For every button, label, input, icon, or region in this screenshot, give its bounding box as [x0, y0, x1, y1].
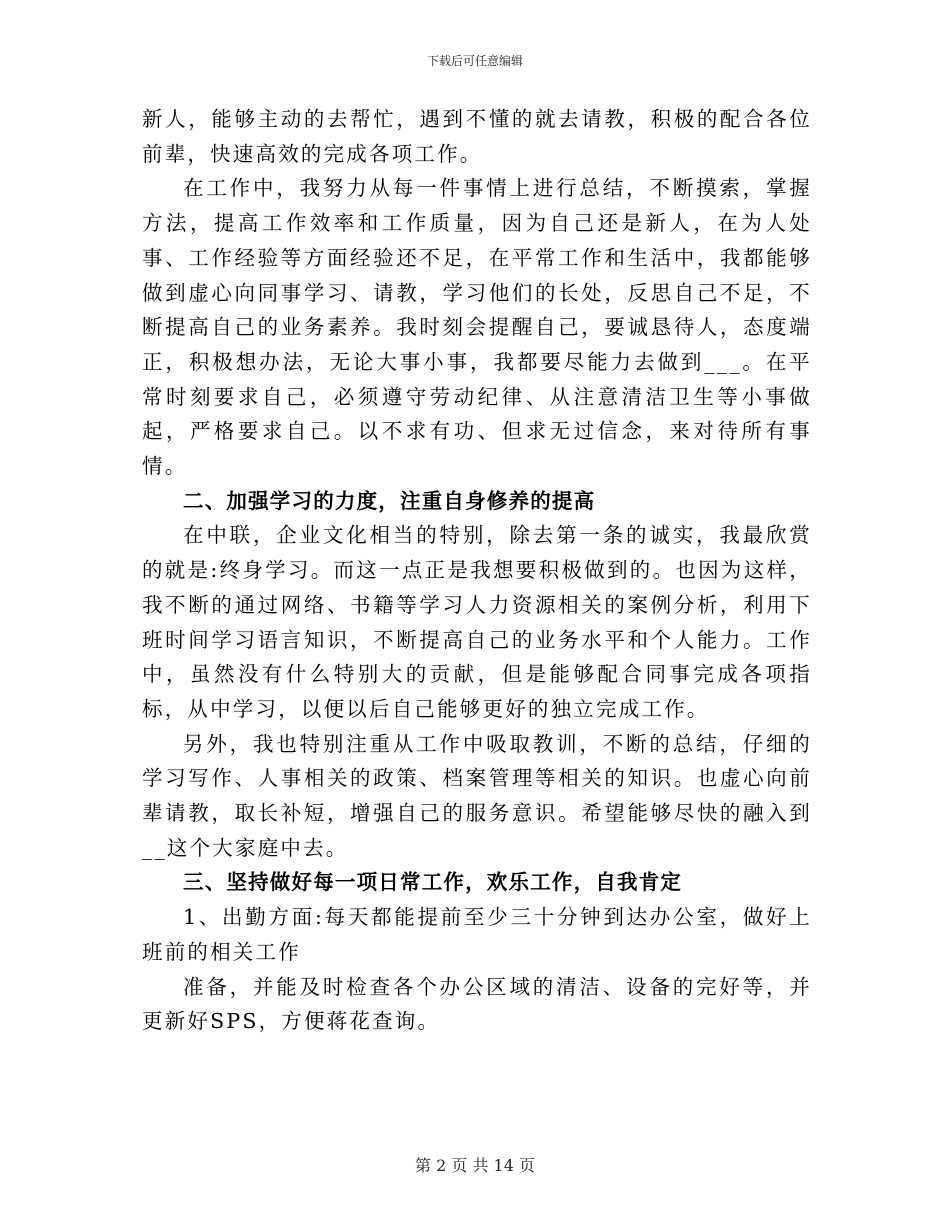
page-header: 下载后可任意编辑	[426, 54, 523, 68]
paragraph-5: 1、出勤方面:每天都能提前至少三十分钟到达办公室，做好上班前的相关工作	[142, 905, 812, 964]
paragraph-4: 另外，我也特别注重从工作中吸取教训，不断的总结，仔细的学习写作、人事相关的政策、档案管理等相关的知识。也虚心向前辈请教，取长补短，增强自己的服务意识。希望能够尽快的融入到__这个大家庭中去。	[142, 731, 812, 860]
paragraph-2: 在工作中，我努力从每一件事情上进行总结，不断摸索，掌握方法，提高工作效率和工作质量，因为自己还是新人，在为人处事、工作经验等方面经验还不足，在平常工作和生活中，我都能够做到虚心向同事学习、请教，学习他们的长处，反思自己不足，不断提高自己的业务素养。我时刻会提醒自己，要诚恳待人，态度端正，积极想办法，无论大事小事，我都要尽能力去做到___。在平常时刻要求自己，必须遵守劳动纪律、从注意清洁卫生等小事做起，严格要求自己。以不求有功、但求无过信念，来对待所有事情。	[142, 176, 812, 479]
paragraph-1: 新人，能够主动的去帮忙，遇到不懂的就去请教，积极的配合各位前辈，快速高效的完成各项工作。	[142, 107, 812, 166]
paragraph-3: 在中联，企业文化相当的特别，除去第一条的诚实，我最欣赏的就是:终身学习。而这一点正是我想要积极做到的。也因为这样，我不断的通过网络、书籍等学习人力资源相关的案例分析，利用下班时间学习语言知识，不断提高自己的业务水平和个人能力。工作中，虽然没有什么特别大的贡献，但是能够配合同事完成各项指标，从中学习，以便以后自己能够更好的独立完成工作。	[142, 523, 812, 721]
document-body	[142, 102, 812, 1039]
section-heading-2: 二、加强学习的力度，注重自身修养的提高	[183, 488, 596, 513]
section-heading-3: 三、坚持做好每一项日常工作，欢乐工作，自我肯定	[183, 870, 683, 895]
paragraph-6: 准备，并能及时检查各个办公区域的清洁、设备的完好等，并更新好SPS，方便蒋花查询。	[142, 974, 812, 1034]
page-number: 第 2 页 共 14 页	[415, 1156, 535, 1175]
